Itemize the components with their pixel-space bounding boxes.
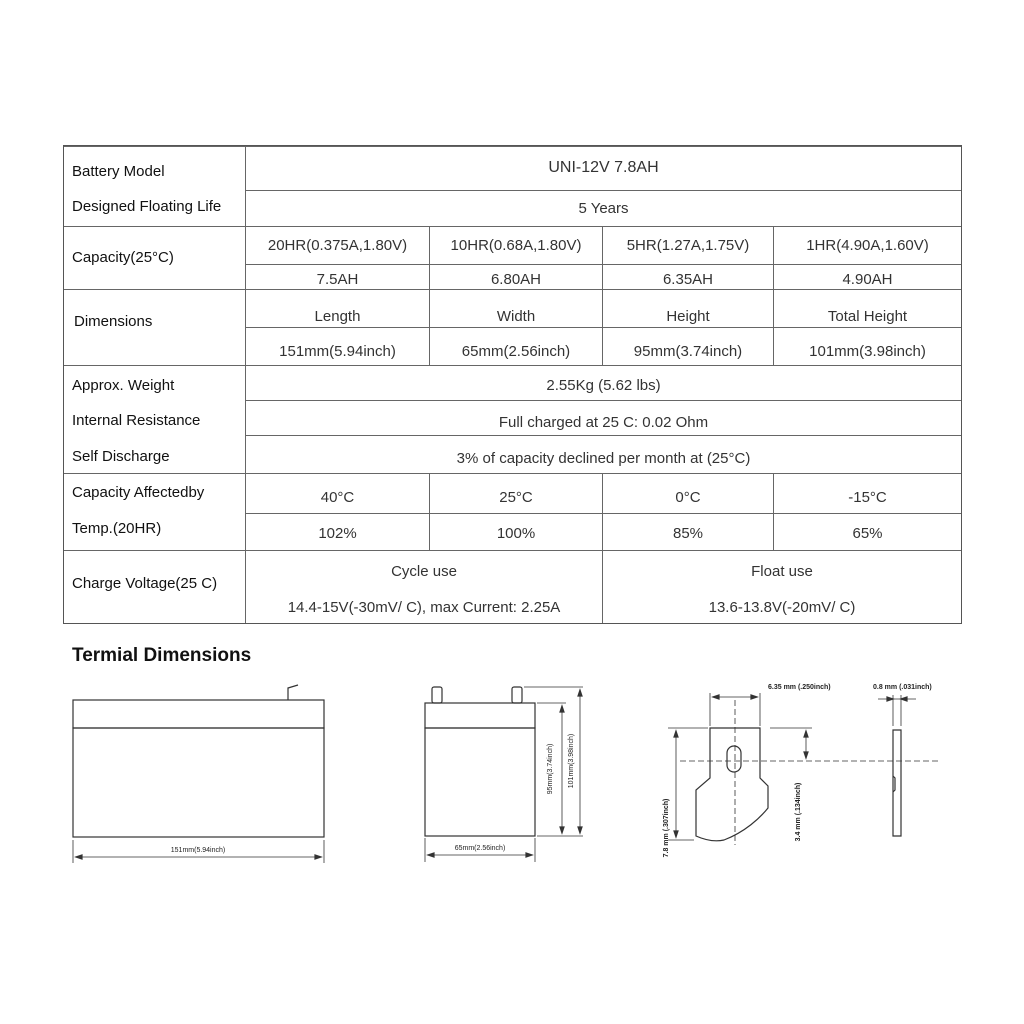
temp-1: 40°C bbox=[320, 488, 355, 506]
terminal-width-label: 6.35 mm (.250inch) bbox=[768, 684, 831, 691]
capacity-value-2: 6.80AH bbox=[490, 270, 542, 288]
model-value: UNI-12V 7.8AH bbox=[548, 159, 659, 176]
float-use-label: Float use bbox=[751, 562, 813, 580]
floating-life-value: 5 Years bbox=[578, 199, 629, 217]
capacity-value-4: 4.90AH bbox=[842, 270, 893, 288]
dim-value-total-height: 101mm(3.98inch) bbox=[809, 342, 926, 360]
capacity-label: Capacity(25°C) bbox=[72, 249, 174, 266]
temp-capacity-3: 85% bbox=[672, 524, 704, 542]
battery-side-view bbox=[425, 687, 583, 862]
capacity-value-1: 7.5AH bbox=[316, 270, 359, 288]
resistance-label: Internal Resistance bbox=[72, 412, 201, 429]
dim-value-length: 151mm(5.94inch) bbox=[279, 342, 396, 360]
dim-value-width: 65mm(2.56inch) bbox=[461, 342, 571, 360]
weight-label: Approx. Weight bbox=[72, 377, 175, 394]
temp-2: 25°C bbox=[499, 488, 533, 506]
dim-header-length: Length bbox=[314, 307, 361, 325]
capacity-rate-3: 5HR(1.27A,1.75V) bbox=[626, 236, 750, 254]
side-total-height-label: 101mm(3.98inch) bbox=[568, 733, 575, 789]
cycle-use-label: Cycle use bbox=[391, 562, 457, 580]
terminal-front-view bbox=[668, 693, 940, 845]
dim-header-width: Width bbox=[496, 307, 536, 325]
terminal-dimension-drawings bbox=[0, 670, 1024, 880]
battery-model-label: Battery Model bbox=[72, 163, 165, 180]
temp-capacity-2: 100% bbox=[496, 524, 536, 542]
battery-front-view bbox=[73, 685, 324, 863]
terminal-side-view bbox=[878, 695, 916, 836]
side-height-label: 95mm(3.74inch) bbox=[547, 743, 554, 795]
front-length-label: 151mm(5.94inch) bbox=[170, 847, 226, 854]
charge-voltage-label: Charge Voltage(25 C) bbox=[72, 575, 218, 592]
temp-capacity-1: 102% bbox=[318, 524, 357, 542]
dim-value-height: 95mm(3.74inch) bbox=[633, 342, 743, 360]
capacity-rate-2: 10HR(0.68A,1.80V) bbox=[450, 236, 582, 254]
dimensions-label: Dimensions bbox=[74, 313, 153, 330]
spec-table bbox=[63, 145, 962, 624]
temp-3: 0°C bbox=[675, 488, 701, 506]
cycle-use-value: 14.4-15V(-30mV/ C), max Current: 2.25A bbox=[287, 598, 561, 616]
section-title: Termial Dimensions bbox=[72, 645, 252, 666]
temp-capacity-4: 65% bbox=[852, 524, 883, 542]
terminal-height-label: 7.8 mm (.307inch) bbox=[663, 798, 670, 858]
dim-header-height: Height bbox=[666, 307, 710, 325]
capacity-rate-4: 1HR(4.90A,1.60V) bbox=[806, 236, 929, 254]
self-discharge-label: Self Discharge bbox=[72, 448, 170, 465]
terminal-thickness-label: 0.8 mm (.031inch) bbox=[873, 684, 932, 691]
side-width-label: 65mm(2.56inch) bbox=[454, 845, 506, 852]
capacity-rate-1: 20HR(0.375A,1.80V) bbox=[267, 236, 408, 254]
dim-header-total-height: Total Height bbox=[827, 307, 908, 325]
capacity-temp-label-line2: Temp.(20HR) bbox=[72, 520, 162, 537]
weight-value: 2.55Kg (5.62 lbs) bbox=[546, 376, 661, 394]
floating-life-label: Designed Floating Life bbox=[72, 198, 222, 215]
temp-4: -15°C bbox=[848, 488, 887, 506]
capacity-value-3: 6.35AH bbox=[662, 270, 714, 288]
resistance-value: Full charged at 25 C: 0.02 Ohm bbox=[498, 413, 709, 431]
self-discharge-value: 3% of capacity declined per month at (25°C) bbox=[456, 449, 751, 467]
float-use-value: 13.6-13.8V(-20mV/ C) bbox=[708, 598, 856, 616]
capacity-temp-label-line1: Capacity Affectedby bbox=[72, 484, 205, 501]
terminal-hole-label: 3.4 mm (.134inch) bbox=[795, 782, 802, 842]
